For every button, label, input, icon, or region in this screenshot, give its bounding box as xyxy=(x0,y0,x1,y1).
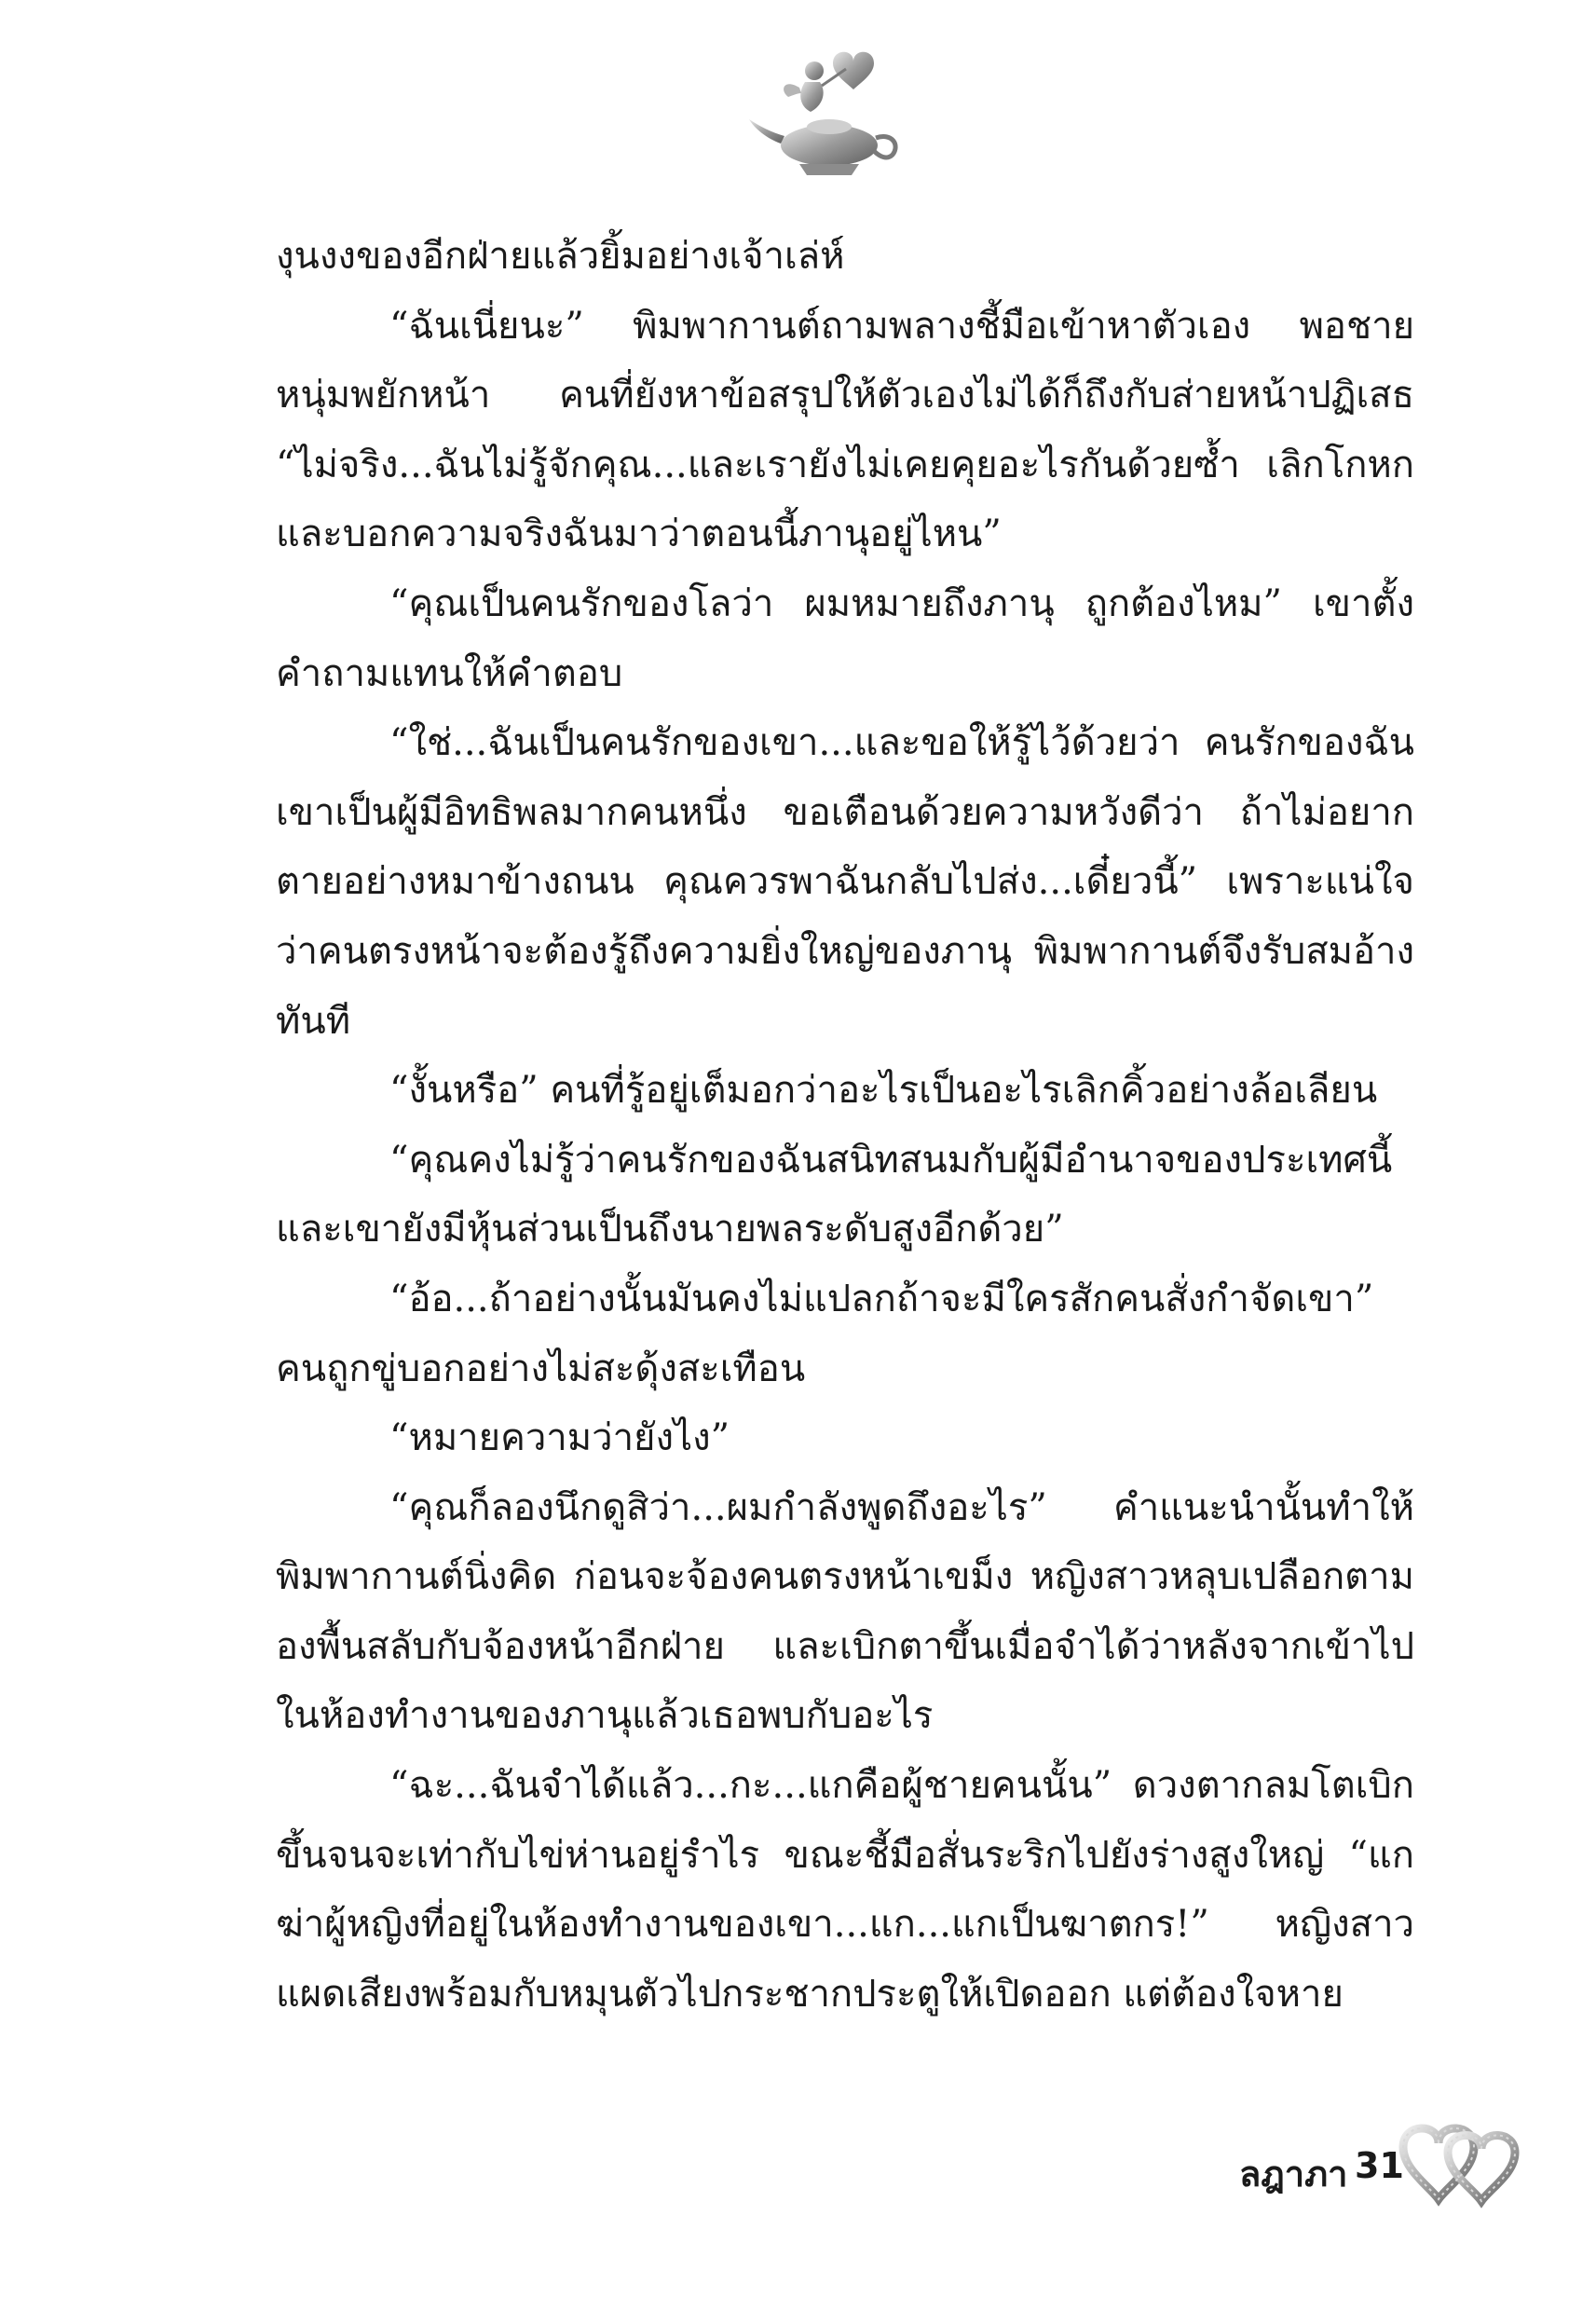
page-number: 31 xyxy=(1355,2145,1404,2186)
double-heart-ornament-icon xyxy=(1390,2115,1530,2218)
paragraph: “ฉันเนี่ยนะ” พิมพากานต์ถามพลางชี้มือเข้าหาตัวเอง พอชายหนุ่มพยักหน้า คนที่ยังหาข้อสรุปให้ตัวเองไม่ได้ก็ถึงกับส่ายหน้าปฏิเสธ “ไม่จริง...ฉันไม่รู้จักคุณ...และเรายังไม่เคยคุยอะไรกันด้วยซ้ำ เลิกโกหกและบอกความจริงฉันมาว่าตอนนี้ภานุอยู่ไหน” xyxy=(276,304,1414,556)
chapter-body-text xyxy=(276,222,1414,2029)
paragraph: “ฉะ...ฉันจำได้แล้ว...กะ...แกคือผู้ชายคนนั้น” ดวงตากลมโตเบิกขึ้นจนจะเท่ากับไข่ห่านอยู่รำไร ขณะชี้มือสั่นระริกไปยังร่างสูงใหญ่ “แกฆ่าผู้หญิงที่อยู่ในห้องทำงานของเขา...แก...แกเป็นฆาตกร!” หญิงสาวแผดเสียงพร้อมกับหมุนตัวไปกระชากประตูให้เปิดออก แต่ต้องใจหาย xyxy=(276,1764,1414,2016)
page-footer xyxy=(1239,2115,1575,2218)
paragraph: “ใช่...ฉันเป็นคนรักของเขา...และขอให้รู้ไว้ด้วยว่า คนรักของฉันเขาเป็นผู้มีอิทธิพลมากคนหนึ่ง ขอเตือนด้วยความหวังดีว่า ถ้าไม่อยากตายอย่างหมาข้างถนน คุณควรพาฉันกลับไปส่ง...เดี๋ยวนี้” เพราะแน่ใจว่าคนตรงหน้าจะต้องรู้ถึงความยิ่งใหญ่ของภานุ พิมพากานต์จึงรับสมอ้างทันที xyxy=(276,721,1414,1043)
paragraph: “หมายความว่ายังไง” xyxy=(389,1416,730,1460)
paragraph: “คุณคงไม่รู้ว่าคนรักของฉันสนิทสนมกับผู้มีอำนาจของประเทศนี้และเขายังมีหุ้นส่วนเป็นถึงนายพลระดับสูงอีกด้วย” xyxy=(276,1138,1393,1251)
book-title: ลฎาภา xyxy=(1239,2154,1348,2195)
paragraph: งุนงงของอีกฝ่ายแล้วยิ้มอย่างเจ้าเล่ห์ xyxy=(276,235,845,278)
paragraph: “อ้อ...ถ้าอย่างนั้นมันคงไม่แปลกถ้าจะมีใครสักคนสั่งกำจัดเขา” คนถูกขู่บอกอย่างไม่สะดุ้งสะเทือน xyxy=(276,1277,1374,1390)
paragraph: “คุณก็ลองนึกดูสิว่า...ผมกำลังพูดถึงอะไร” คำแนะนำนั้นทำให้พิมพากานต์นิ่งคิด ก่อนจะจ้องคนตรงหน้าเขม็ง หญิงสาวหลุบเปลือกตามองพื้นสลับกับจ้องหน้าอีกฝ่าย และเบิกตาขึ้นเมื่อจำได้ว่าหลังจากเข้าไปในห้องทำงานของภานุแล้วเธอพบกับอะไร xyxy=(276,1485,1414,1738)
cupid-teapot-ornament-icon xyxy=(743,41,911,181)
paragraph: “งั้นหรือ” คนที่รู้อยู่เต็มอกว่าอะไรเป็นอะไรเลิกคิ้วอย่างล้อเลียน xyxy=(389,1069,1378,1113)
paragraph: “คุณเป็นคนรักของโลว่า ผมหมายถึงภานุ ถูกต้องไหม” เขาตั้งคำถามแทนให้คำตอบ xyxy=(276,581,1414,695)
